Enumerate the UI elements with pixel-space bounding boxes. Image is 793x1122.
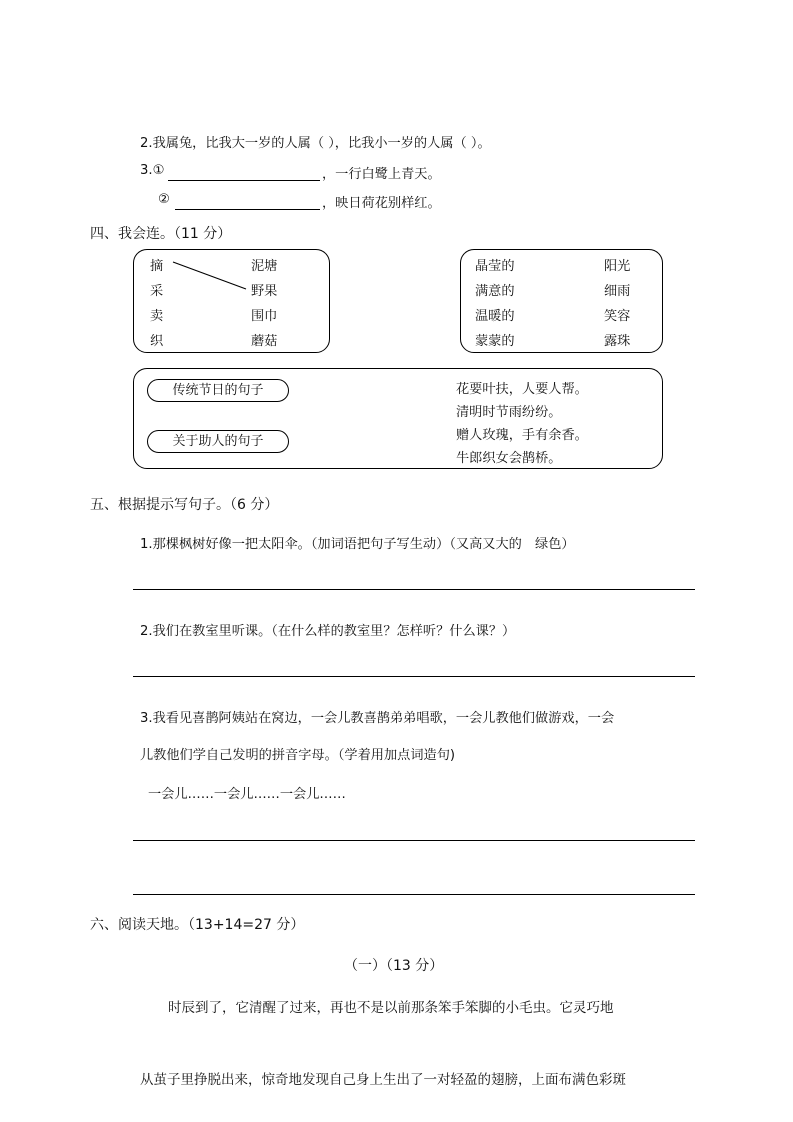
section-5-question-3-line1: 3.我看见喜鹊阿姨站在窝边，一会儿教喜鹊弟弟唱歌，一会儿教他们做游戏，一会 (140, 711, 615, 726)
match2-right-word-4: 露珠 (604, 334, 631, 349)
answer-line-5-3b (133, 894, 695, 895)
question-3-line1-suffix: ，一行白鹭上青天。 (322, 167, 441, 182)
match-right-word-4: 蘑菇 (251, 334, 278, 349)
section-5-question-1: 1.那棵枫树好像一把太阳伞。（加词语把句子写生动）（又高又大的 绿色） (140, 537, 575, 552)
match2-right-word-3: 笑容 (604, 309, 631, 324)
match-connection-line (133, 249, 330, 353)
match-right-word-3: 围巾 (251, 309, 278, 324)
match2-right-word-2: 细雨 (604, 284, 631, 299)
sentence-4: 牛郎织女会鹊桥。 (456, 451, 562, 466)
match-left-word-2: 采 (150, 284, 164, 299)
reading-paragraph-line-2: 从茧子里挣脱出来，惊奇地发现自己身上生出了一对轻盈的翅膀，上面布满色彩斑 (140, 1072, 626, 1088)
section-5-question-3-line2: 儿教他们学自己发明的拼音字母。（学着用加点词造句) (140, 748, 456, 763)
section-4-heading: 四、我会连。（11 分） (90, 226, 232, 242)
answer-line-5-3a (133, 840, 695, 841)
section-5-heading: 五、根据提示写句子。（6 分） (90, 497, 279, 513)
reading-paragraph-line-1: 时辰到了，它清醒了过来，再也不是以前那条笨手笨脚的小毛虫。它灵巧地 (168, 1000, 614, 1016)
match-left-word-1: 摘 (150, 259, 164, 274)
match2-left-word-1: 晶莹的 (475, 259, 515, 274)
section-6-heading: 六、阅读天地。（13+14=27 分） (90, 917, 305, 933)
blank-line-3-1 (168, 180, 320, 181)
pill-traditional-festival: 传统节日的句子 (147, 379, 289, 402)
match2-right-word-1: 阳光 (604, 259, 631, 274)
sentence-3: 赠人玫瑰，手有余香。 (456, 428, 588, 443)
match-right-word-2: 野果 (251, 284, 278, 299)
sentence-1: 花要叶扶，人要人帮。 (456, 382, 588, 397)
sentence-2: 清明时节雨纷纷。 (456, 405, 562, 420)
section-6-subtitle: （一）（13 分） (344, 958, 444, 974)
match2-left-word-4: 蒙蒙的 (475, 334, 515, 349)
section-5-question-2: 2.我们在教室里听课。（在什么样的教室里？怎样听？什么课？） (140, 624, 516, 639)
answer-line-5-1 (133, 589, 695, 590)
answer-line-5-2 (133, 676, 695, 677)
match2-left-word-3: 温暖的 (475, 309, 515, 324)
question-3-line1-prefix: 3.① (140, 163, 165, 178)
blank-line-3-2 (175, 209, 320, 210)
question-3-line2-prefix: ② (158, 192, 170, 207)
pill-helping-others: 关于助人的句子 (147, 430, 289, 453)
match2-left-word-2: 满意的 (475, 284, 515, 299)
match-left-word-3: 卖 (150, 309, 164, 324)
question-2-text: 2.我属兔，比我大一岁的人属（ ），比我小一岁的人属（ ）。 (140, 136, 491, 151)
match-right-word-1: 泥塘 (251, 259, 278, 274)
question-3-line2-suffix: ，映日荷花别样红。 (322, 196, 441, 211)
section-5-question-3-line3: 一会儿……一会儿……一会儿…… (148, 787, 346, 802)
match-left-word-4: 织 (150, 334, 164, 349)
